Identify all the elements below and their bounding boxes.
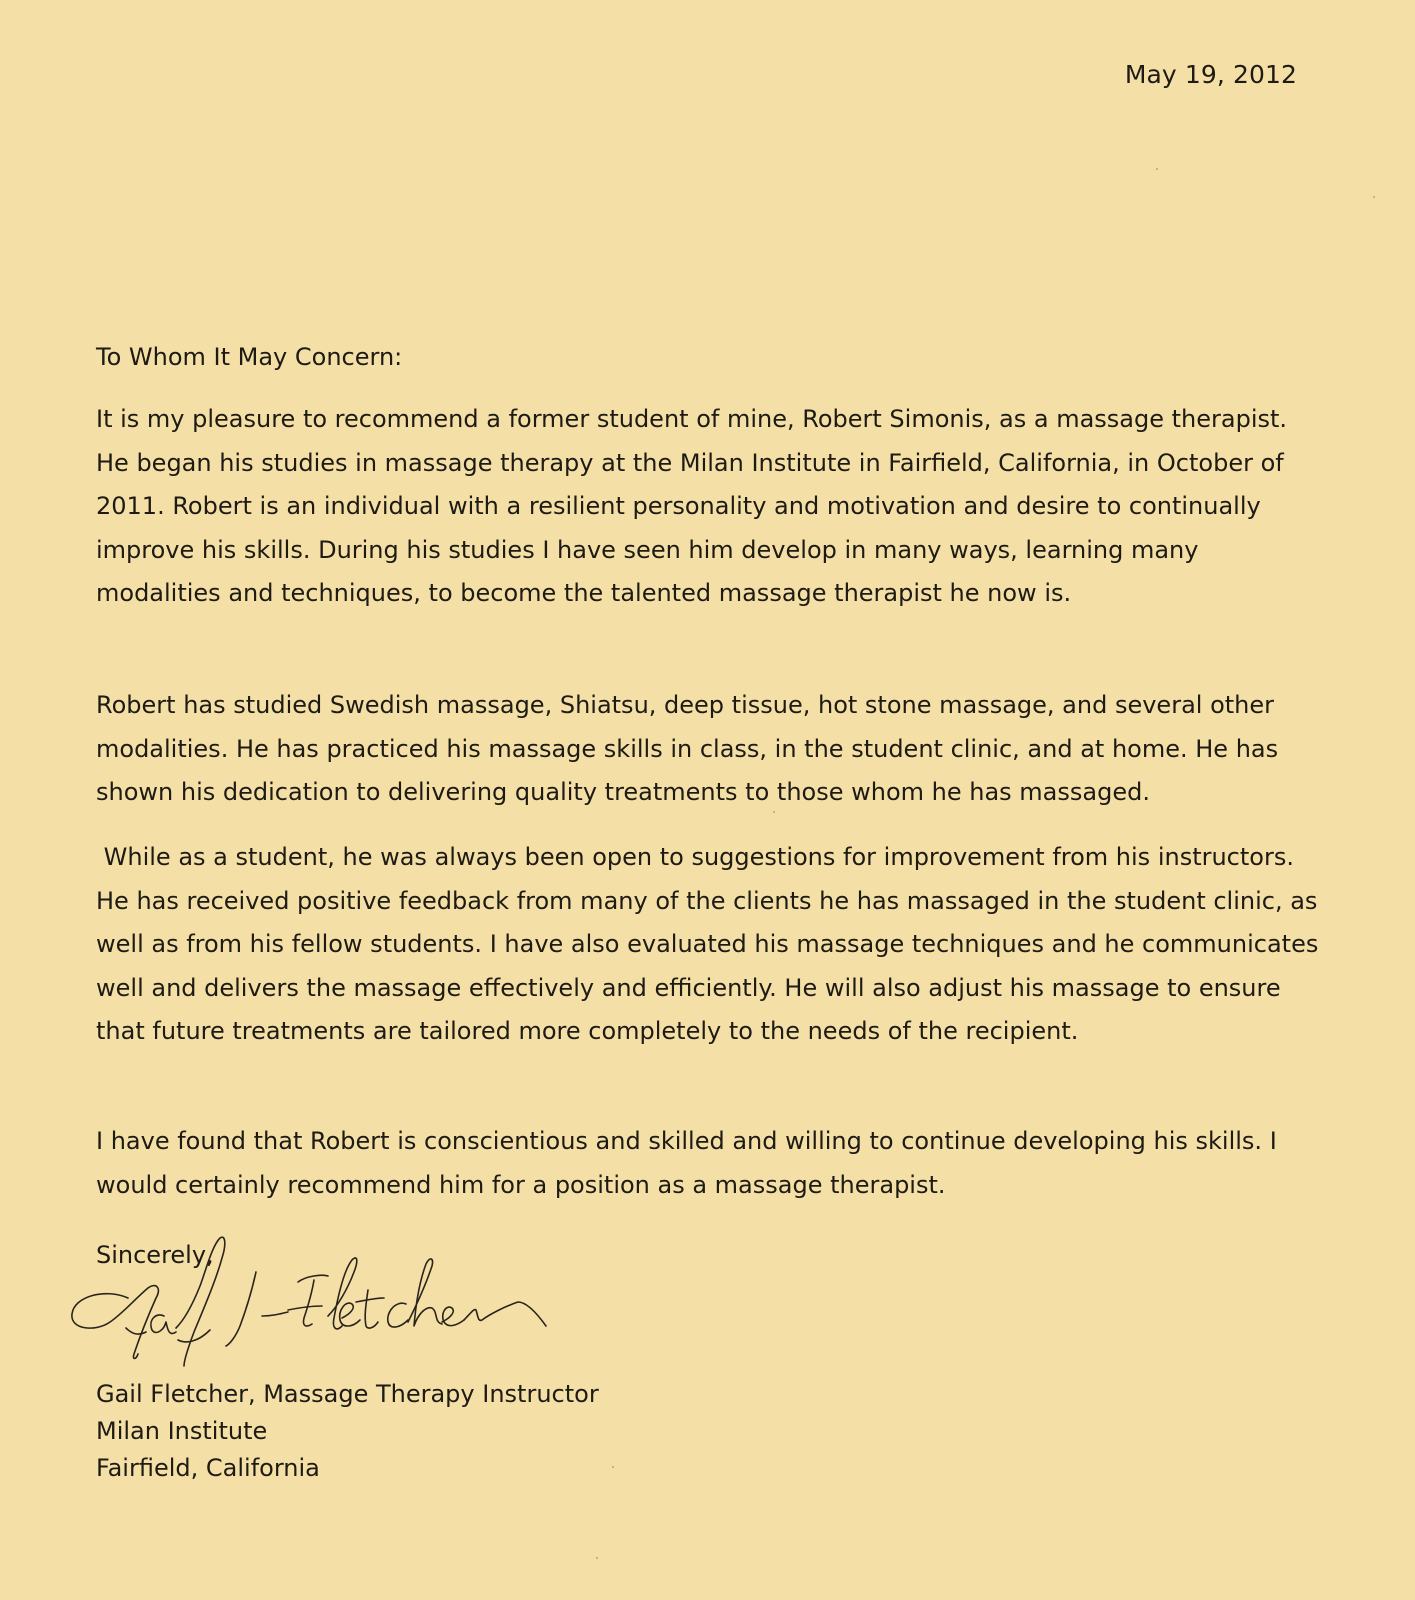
signature-block (96, 1376, 599, 1487)
signer-institution: Milan Institute (96, 1417, 268, 1445)
signer-location: Fairfield, California (96, 1454, 320, 1482)
paper-speck (773, 811, 775, 813)
closing: Sincerely, (96, 1241, 214, 1269)
signer-name-title: Gail Fletcher, Massage Therapy Instructor (96, 1380, 599, 1408)
paper-speck (596, 1557, 598, 1559)
paper-speck (612, 1466, 614, 1468)
paragraph-4: I have found that Robert is conscientious and skilled and willing to continue developing his skills. I would certainly recommend him for a position as a massage therapist. (96, 1127, 1277, 1199)
paper-speck (1373, 196, 1375, 198)
paper-speck (1156, 168, 1158, 170)
paragraph-1: It is my pleasure to recommend a former student of mine, Robert Simonis, as a massage therapist. He began his studies in massage therapy at the Milan Institute in Fairfield, California, in October of 2011. Robert is an individual with a resilient personality and motivation and desire to continually improve his skills. During his studies I have seen him develop in many ways, learning many modalities and techniques, to become the talented massage therapist he now is. (96, 405, 1288, 607)
salutation: To Whom It May Concern: (96, 343, 403, 371)
paragraph-2: Robert has studied Swedish massage, Shiatsu, deep tissue, hot stone massage, and several other modalities. He has practiced his massage skills in class, in the student clinic, and at home. He has shown his dedication to delivering quality treatments to those whom he has massaged. (96, 691, 1279, 806)
letter-date: May 19, 2012 (1124, 60, 1297, 89)
paragraph-3: While as a student, he was always been open to suggestions for improvement from his instructors. He has received positive feedback from many of the clients he has massaged in the student clinic, as well as from his fellow students. I have also evaluated his massage techniques and he communicates well and delivers the massage effectively and efficiently. He will also adjust his massage to ensure that future treatments are tailored more completely to the needs of the recipient. (96, 843, 1326, 1045)
